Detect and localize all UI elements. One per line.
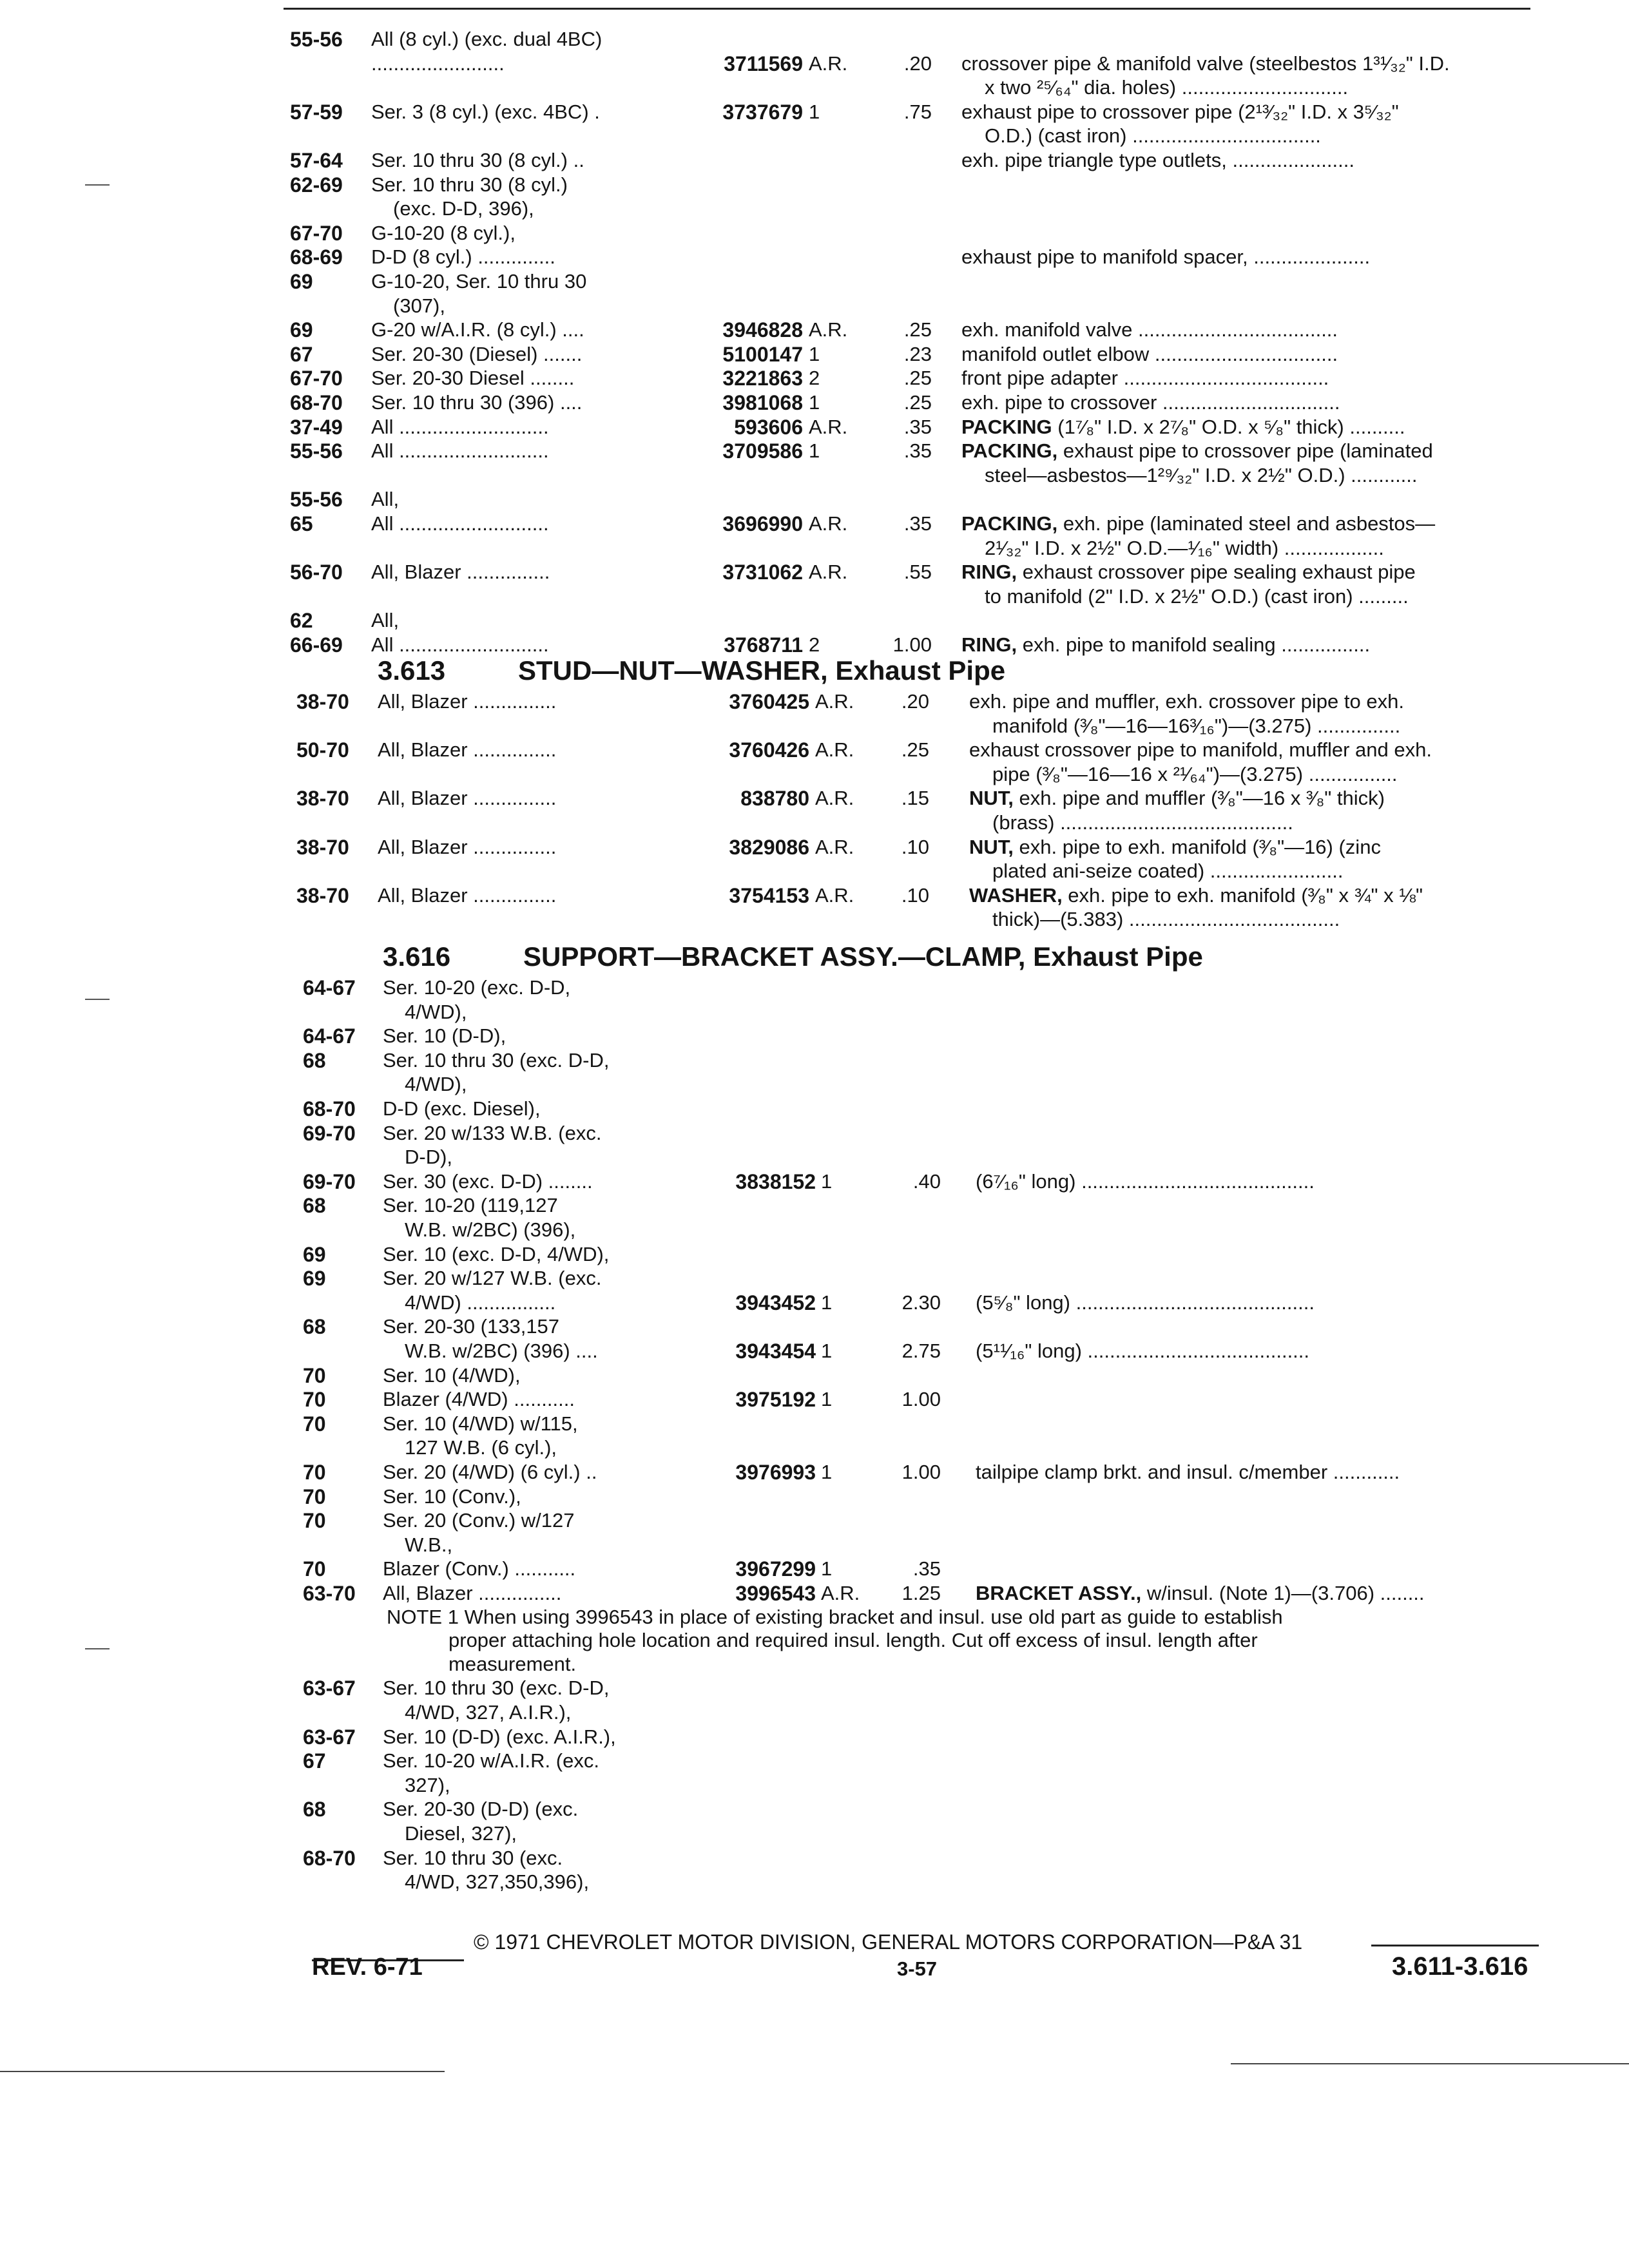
description-text: exh. pipe to crossover ................................ <box>961 391 1340 414</box>
quantity: A.R. <box>821 1582 860 1604</box>
model-year: 69-70 <box>303 1122 356 1145</box>
model-year: 37-49 <box>290 416 343 439</box>
model-year: 70 <box>303 1461 326 1484</box>
model-application: Ser. 10 (4/WD), <box>383 1364 521 1387</box>
part-description <box>961 512 1541 536</box>
part-description <box>976 1460 1543 1485</box>
description-text: exh. pipe to manifold sealing ................ <box>1017 633 1371 656</box>
model-year: 67 <box>303 1749 326 1773</box>
part-description <box>992 907 1536 932</box>
part-description <box>969 689 1536 714</box>
section-title: SUPPORT—BRACKET ASSY.—CLAMP, Exhaust Pipe <box>523 941 1203 972</box>
model-year: 70 <box>303 1557 326 1581</box>
description-text: steel—asbestos—1²⁹⁄₃₂" I.D. x 2½" O.D.) ............ <box>985 464 1418 486</box>
price: .25 <box>903 318 932 341</box>
description-text: exh. pipe to exh. manifold (³⁄₈" x ¾" x ⅛" <box>1062 884 1423 907</box>
model-year: 68 <box>303 1798 326 1821</box>
price: .25 <box>901 738 929 761</box>
section-range: 3.611-3.616 <box>1392 1952 1528 1981</box>
binder-mark <box>85 1648 110 1649</box>
part-number: 3760425 <box>729 690 809 713</box>
model-application: Ser. 10 (exc. D-D, 4/WD), <box>383 1243 610 1265</box>
model-application: (307), <box>393 294 445 317</box>
note-text: proper attaching hole location and required insul. length. Cut off excess of insul. length after <box>448 1629 1258 1651</box>
part-description <box>961 318 1541 342</box>
quantity: A.R. <box>809 318 848 341</box>
model-application: All, Blazer ............... <box>371 561 550 583</box>
description-text: pipe (³⁄₈"—16—16 x ²¹⁄₆₄")—(3.275) ................ <box>992 763 1398 785</box>
model-application: G-10-20 (8 cyl.), <box>371 222 516 244</box>
note-text: measurement. <box>448 1653 577 1675</box>
part-number: 3946828 <box>722 318 803 341</box>
model-year: 68-70 <box>303 1097 356 1120</box>
model-application: Ser. 10-20 (exc. D-D, <box>383 976 571 999</box>
model-year: 69-70 <box>303 1170 356 1193</box>
description-text: exh. manifold valve .................................... <box>961 318 1338 341</box>
model-year: 63-67 <box>303 1677 356 1700</box>
description-text: (5⁵⁄₈" long) ........................................... <box>976 1291 1315 1314</box>
quantity: A.R. <box>815 884 854 907</box>
model-year: 63-70 <box>303 1582 356 1605</box>
description-text: exhaust crossover pipe sealing exhaust pipe <box>1017 561 1416 583</box>
model-application: 4/WD, 327,350,396), <box>405 1870 590 1893</box>
description-text: exh. pipe and muffler (³⁄₈"—16 x ³⁄₈" thick) <box>1013 787 1385 809</box>
description-text: plated ani-seize coated) ........................ <box>992 860 1344 882</box>
part-number: 3221863 <box>722 367 803 390</box>
description-text: (6⁷⁄₁₆" long) .......................................... <box>976 1170 1315 1193</box>
quantity: A.R. <box>809 416 848 438</box>
quantity: 1 <box>821 1461 833 1483</box>
description-text: exhaust pipe to manifold spacer, ..................... <box>961 245 1371 268</box>
part-description <box>961 366 1541 390</box>
description-text: (5¹¹⁄₁₆" long) ........................................ <box>976 1340 1310 1362</box>
section-number: 3.613 <box>378 655 446 686</box>
model-application: Ser. 10 (Conv.), <box>383 1485 521 1508</box>
price: 1.00 <box>901 1461 941 1483</box>
part-description <box>976 1169 1543 1194</box>
model-application: D-D (8 cyl.) .............. <box>371 245 555 268</box>
model-application: Ser. 10 thru 30 (exc. D-D, <box>383 1049 610 1072</box>
model-year: 68-70 <box>303 1847 356 1870</box>
model-application: All ........................... <box>371 633 549 656</box>
model-application: Ser. 20-30 Diesel ........ <box>371 367 575 389</box>
description-text: (brass) .......................................... <box>992 811 1293 834</box>
description-text: exh. pipe and muffler, exh. crossover pipe to exh. <box>969 690 1404 713</box>
part-number: 3981068 <box>722 391 803 414</box>
model-year: 70 <box>303 1412 326 1436</box>
quantity: 1 <box>821 1388 833 1410</box>
model-year: 64-67 <box>303 976 356 999</box>
part-description <box>985 124 1541 148</box>
model-application: All ........................... <box>371 512 549 535</box>
section-number: 3.616 <box>383 941 451 972</box>
model-year: 50-70 <box>296 738 349 762</box>
model-year: 55-56 <box>290 28 343 51</box>
model-year: 66-69 <box>290 633 343 657</box>
model-application: All, Blazer ............... <box>378 787 557 809</box>
part-number: 3709586 <box>722 439 803 463</box>
part-description <box>969 786 1536 811</box>
note-text: NOTE 1 When using 3996543 in place of existing bracket and insul. use old part as guide to establish <box>387 1606 1283 1628</box>
section-heading <box>383 941 1203 973</box>
model-application: All ........................... <box>371 439 549 462</box>
model-application: Ser. 20-30 (Diesel) ....... <box>371 343 583 365</box>
model-year: 63-67 <box>303 1725 356 1749</box>
model-application: D-D), <box>405 1146 453 1168</box>
model-year: 55-56 <box>290 439 343 463</box>
model-year: 38-70 <box>296 690 349 713</box>
model-application: W.B., <box>405 1533 453 1556</box>
part-number: 3711569 <box>724 52 803 75</box>
quantity: A.R. <box>815 836 854 858</box>
description-text: manifold outlet elbow ................................. <box>961 343 1338 365</box>
price: .35 <box>903 512 932 535</box>
part-description <box>961 52 1541 76</box>
price: .10 <box>901 884 929 907</box>
scan-edge-line <box>1231 2063 1629 2064</box>
price: .10 <box>901 836 929 858</box>
price: .35 <box>903 439 932 462</box>
price: .55 <box>903 561 932 583</box>
model-application: All (8 cyl.) (exc. dual 4BC) <box>371 28 602 50</box>
description-text: to manifold (2" I.D. x 2½" O.D.) (cast iron) ......... <box>985 585 1409 608</box>
description-text: thick)—(5.383) ...................................... <box>992 908 1340 930</box>
model-year: 68 <box>303 1049 326 1072</box>
quantity: 1 <box>809 391 820 414</box>
model-year: 38-70 <box>296 787 349 810</box>
price: 1.00 <box>892 633 932 656</box>
model-application: W.B. w/2BC) (396), <box>405 1218 576 1241</box>
model-application: Ser. 3 (8 cyl.) (exc. 4BC) . <box>371 101 600 123</box>
quantity: A.R. <box>809 512 848 535</box>
part-number: 3754153 <box>729 884 809 907</box>
quantity: 2 <box>809 633 820 656</box>
model-application: 127 W.B. (6 cyl.), <box>405 1436 557 1459</box>
model-application: All, <box>371 488 400 510</box>
price: .25 <box>903 367 932 389</box>
part-number: 3760426 <box>729 738 809 762</box>
quantity: A.R. <box>815 690 854 713</box>
model-application: Ser. 10 thru 30 (396) .... <box>371 391 583 414</box>
model-application: Ser. 20 w/127 W.B. (exc. <box>383 1267 602 1289</box>
price: .23 <box>903 343 932 365</box>
part-number: 3975192 <box>735 1388 816 1411</box>
model-application: Ser. 10 (D-D) (exc. A.I.R.), <box>383 1725 616 1748</box>
copyright-line: © 1971 CHEVROLET MOTOR DIVISION, GENERAL MOTORS CORPORATION—P&A 31 <box>474 1930 1303 1954</box>
part-description <box>985 584 1541 609</box>
description-text: exhaust crossover pipe to manifold, muffler and exh. <box>969 738 1432 761</box>
model-year: 70 <box>303 1388 326 1411</box>
model-application: Ser. 10-20 w/A.I.R. (exc. <box>383 1749 599 1772</box>
part-description <box>992 859 1536 883</box>
description-text: w/insul. (Note 1)—(3.706) ........ <box>1141 1582 1425 1604</box>
part-description <box>985 463 1541 488</box>
model-application: G-20 w/A.I.R. (8 cyl.) .... <box>371 318 584 341</box>
binder-mark <box>85 184 110 186</box>
model-year: 68 <box>303 1315 326 1338</box>
price: .35 <box>912 1557 941 1580</box>
description-text: exh. pipe triangle type outlets, ...................... <box>961 149 1354 171</box>
quantity: 1 <box>809 439 820 462</box>
part-number: 5100147 <box>722 343 803 366</box>
quantity: A.R. <box>815 738 854 761</box>
model-year: 68 <box>303 1194 326 1217</box>
price: .40 <box>912 1170 941 1193</box>
model-application: All, Blazer ............... <box>378 836 557 858</box>
description-text: (1⁷⁄₈" I.D. x 2⁷⁄₈" O.D. x ⁵⁄₈" thick) .......... <box>1052 416 1405 438</box>
quantity: 1 <box>821 1291 833 1314</box>
description-text: 2¹⁄₃₂" I.D. x 2½" O.D.—¹⁄₁₆" width) .................. <box>985 537 1384 559</box>
part-description <box>976 1581 1543 1606</box>
description-text: manifold (³⁄₈"—16—16³⁄₁₆")—(3.275) ............... <box>992 715 1401 737</box>
description-text: front pipe adapter ..................................... <box>961 367 1329 389</box>
model-application: All ........................... <box>371 416 549 438</box>
part-number: 838780 <box>740 787 809 810</box>
model-application: All, Blazer ............... <box>383 1582 562 1604</box>
description-text: exhaust pipe to crossover pipe (laminated <box>1057 439 1433 462</box>
model-application: Ser. 20-30 (133,157 <box>383 1315 560 1338</box>
price: 1.25 <box>901 1582 941 1604</box>
part-number: 593606 <box>734 416 803 439</box>
model-application: Ser. 10 thru 30 (8 cyl.) .. <box>371 149 584 171</box>
model-application: Ser. 10 thru 30 (8 cyl.) <box>371 173 568 196</box>
model-application: Ser. 10 thru 30 (exc. <box>383 1847 563 1869</box>
model-application: All, Blazer ............... <box>378 690 557 713</box>
model-application: Blazer (4/WD) ........... <box>383 1388 575 1410</box>
part-description <box>992 811 1536 835</box>
description-text: exh. pipe (laminated steel and asbestos— <box>1057 512 1436 535</box>
part-description <box>976 1339 1543 1363</box>
model-application: Ser. 20 (Conv.) w/127 <box>383 1509 575 1532</box>
price: 2.75 <box>901 1340 941 1362</box>
part-name: NUT, <box>969 787 1014 809</box>
part-number: 3967299 <box>735 1557 816 1581</box>
model-application: 327), <box>405 1774 450 1796</box>
model-year: 57-59 <box>290 101 343 124</box>
part-description <box>961 390 1541 415</box>
part-number: 3737679 <box>722 101 803 124</box>
part-number: 3976993 <box>735 1461 816 1484</box>
model-year: 68-69 <box>290 245 343 269</box>
section-title: STUD—NUT—WASHER, Exhaust Pipe <box>518 655 1006 686</box>
price: .15 <box>901 787 929 809</box>
model-application: G-10-20, Ser. 10 thru 30 <box>371 270 587 293</box>
model-application: Diesel, 327), <box>405 1822 517 1845</box>
price: .75 <box>903 101 932 123</box>
model-application: (exc. D-D, 396), <box>393 197 534 220</box>
part-name: PACKING, <box>961 439 1058 462</box>
part-number: 3829086 <box>729 836 809 859</box>
model-year: 69 <box>303 1267 326 1290</box>
part-description <box>976 1291 1543 1315</box>
part-name: NUT, <box>969 836 1014 858</box>
part-name: RING, <box>961 561 1017 583</box>
model-year: 70 <box>303 1509 326 1532</box>
quantity: A.R. <box>809 52 848 75</box>
description-text: tailpipe clamp brkt. and insul. c/member ............ <box>976 1461 1400 1483</box>
model-year: 69 <box>290 270 313 293</box>
part-description <box>985 536 1541 561</box>
model-application: Ser. 10 (D-D), <box>383 1024 506 1047</box>
part-description <box>992 714 1536 738</box>
description-text: O.D.) (cast iron) .................................. <box>985 124 1321 147</box>
quantity: 1 <box>821 1170 833 1193</box>
model-year: 38-70 <box>296 884 349 907</box>
model-year: 55-56 <box>290 488 343 511</box>
part-name: PACKING, <box>961 512 1058 535</box>
price: .35 <box>903 416 932 438</box>
part-description <box>961 245 1541 269</box>
model-year: 70 <box>303 1364 326 1387</box>
page-number: 3-57 <box>897 1957 938 1980</box>
part-name: BRACKET ASSY., <box>976 1582 1142 1604</box>
part-number: 3996543 <box>735 1582 816 1605</box>
part-description <box>961 439 1541 463</box>
part-name: PACKING <box>961 416 1052 438</box>
part-number: 3731062 <box>722 561 803 584</box>
description-text: x two ²⁵⁄₆₄" dia. holes) .............................. <box>985 76 1349 99</box>
model-year: 69 <box>303 1243 326 1266</box>
description-text: exhaust pipe to crossover pipe (2¹³⁄₃₂" I.D. x 3⁵⁄₃₂" <box>961 101 1399 123</box>
footer-rule-right <box>1371 1945 1539 1946</box>
description-text: exh. pipe to exh. manifold (³⁄₈"—16) (zinc <box>1013 836 1381 858</box>
part-number: 3838152 <box>735 1170 816 1193</box>
price: .20 <box>903 52 932 75</box>
model-year: 67-70 <box>290 222 343 245</box>
model-application: Ser. 10 (4/WD) w/115, <box>383 1412 578 1435</box>
model-application: W.B. w/2BC) (396) .... <box>405 1340 598 1362</box>
quantity: A.R. <box>815 787 854 809</box>
part-description <box>961 560 1541 584</box>
quantity: 1 <box>809 101 820 123</box>
part-name: WASHER, <box>969 884 1063 907</box>
model-year: 67 <box>290 343 313 366</box>
model-application: 4/WD, 327, A.I.R.), <box>405 1701 572 1724</box>
model-year: 68-70 <box>290 391 343 414</box>
model-application: All, Blazer ............... <box>378 884 557 907</box>
model-application: All, Blazer ............... <box>378 738 557 761</box>
description-text: crossover pipe & manifold valve (steelbestos 1³¹⁄₃₂" I.D. <box>961 52 1450 75</box>
model-application: 4/WD), <box>405 1073 467 1095</box>
part-description <box>961 148 1541 173</box>
part-description <box>969 883 1536 908</box>
quantity: 1 <box>809 343 820 365</box>
model-year: 70 <box>303 1485 326 1508</box>
model-application: 4/WD), <box>405 1001 467 1023</box>
part-description <box>961 342 1541 367</box>
model-application: D-D (exc. Diesel), <box>383 1097 541 1120</box>
price: 2.30 <box>901 1291 941 1314</box>
part-description <box>969 738 1536 762</box>
model-year: 65 <box>290 512 313 535</box>
part-description <box>961 415 1541 439</box>
part-description <box>969 835 1536 860</box>
section-heading <box>378 655 1005 687</box>
model-year: 56-70 <box>290 561 343 584</box>
model-application: Ser. 20 w/133 W.B. (exc. <box>383 1122 602 1144</box>
part-description <box>992 762 1536 787</box>
model-application: ........................ <box>371 52 505 75</box>
model-application: 4/WD) ................ <box>405 1291 556 1314</box>
price: .20 <box>901 690 929 713</box>
model-year: 64-67 <box>303 1024 356 1048</box>
price: .25 <box>903 391 932 414</box>
model-year: 38-70 <box>296 836 349 859</box>
binder-mark <box>85 999 110 1000</box>
quantity: 2 <box>809 367 820 389</box>
part-name: RING, <box>961 633 1017 656</box>
model-application: Ser. 10 thru 30 (exc. D-D, <box>383 1677 610 1699</box>
quantity: 1 <box>821 1557 833 1580</box>
model-application: Ser. 30 (exc. D-D) ........ <box>383 1170 593 1193</box>
part-description <box>961 633 1541 657</box>
revision-label: REV. 6-71 <box>312 1954 423 1981</box>
top-rule <box>284 8 1530 10</box>
model-application: Blazer (Conv.) ........... <box>383 1557 576 1580</box>
model-year: 62-69 <box>290 173 343 197</box>
scan-edge-line <box>0 2071 445 2072</box>
part-number: 3943454 <box>735 1340 816 1363</box>
model-application: All, <box>371 609 400 631</box>
model-application: Ser. 20 (4/WD) (6 cyl.) .. <box>383 1461 597 1483</box>
part-number: 3768711 <box>724 633 803 657</box>
part-number: 3943452 <box>735 1291 816 1314</box>
model-application: Ser. 20-30 (D-D) (exc. <box>383 1798 579 1820</box>
quantity: A.R. <box>809 561 848 583</box>
price: 1.00 <box>901 1388 941 1410</box>
model-year: 62 <box>290 609 313 632</box>
part-number: 3696990 <box>722 512 803 535</box>
part-description <box>961 100 1541 124</box>
model-year: 67-70 <box>290 367 343 390</box>
model-year: 57-64 <box>290 149 343 172</box>
model-application: Ser. 10-20 (119,127 <box>383 1194 558 1216</box>
model-year: 69 <box>290 318 313 341</box>
quantity: 1 <box>821 1340 833 1362</box>
part-description <box>985 75 1541 100</box>
